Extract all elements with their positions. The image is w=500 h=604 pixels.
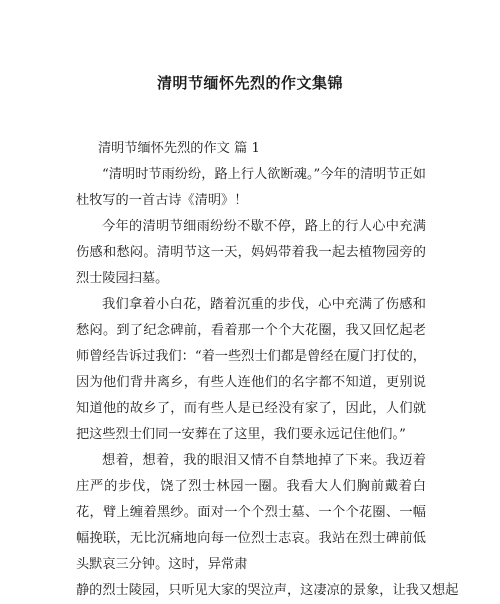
paragraph-1: “清明时节雨纷纷，路上行人欲断魂。”今年的清明节正如杜牧写的一首古诗《清明》！ — [76, 167, 426, 208]
cutoff-line: 静的烈士陵园，只听见大家的哭泣声，这凄凉的景象，让我又想起 — [76, 583, 459, 598]
document-title: 清明节缅怀先烈的作文集锦 — [156, 74, 343, 92]
section-title: 清明节缅怀先烈的作文 篇 1 — [98, 141, 260, 156]
paragraph-3: 我们拿着小白花，踏着沉重的步伐，心中充满了伤感和愁闷。到了纪念碑前，看着那一个个大花圈，我又回忆起老师曾经告诉过我们：“着一些烈士们都是曾经在厦门打仗的，因为他们背井离乡，有些人连他们的名字都不知道，更别说知道他的故乡了，而有些人是已经没有家了，因此，人们就把这些烈士们同一安葬在了这里，我们要永远记住他们。” — [76, 297, 426, 442]
paragraph-4: 想着，想着，我的眼泪又情不自禁地掉了下来。我迈着庄严的步伐，饶了烈士林园一圈。我看大人们胸前戴着白花，臂上缠着黑纱。面对一个个烈士墓、一个个花圈、一幅幅挽联，无比沉痛地向每一位烈士志哀。我站在烈士碑前低头默哀三分钟。这时，异常肃 — [76, 453, 426, 572]
paragraph-2: 今年的清明节细雨纷纷不歇不停，路上的行人心中充满伤感和愁闷。清明节这一天，妈妈带着我一起去植物园旁的烈士陵园扫墓。 — [76, 219, 426, 286]
document-body — [76, 136, 459, 604]
